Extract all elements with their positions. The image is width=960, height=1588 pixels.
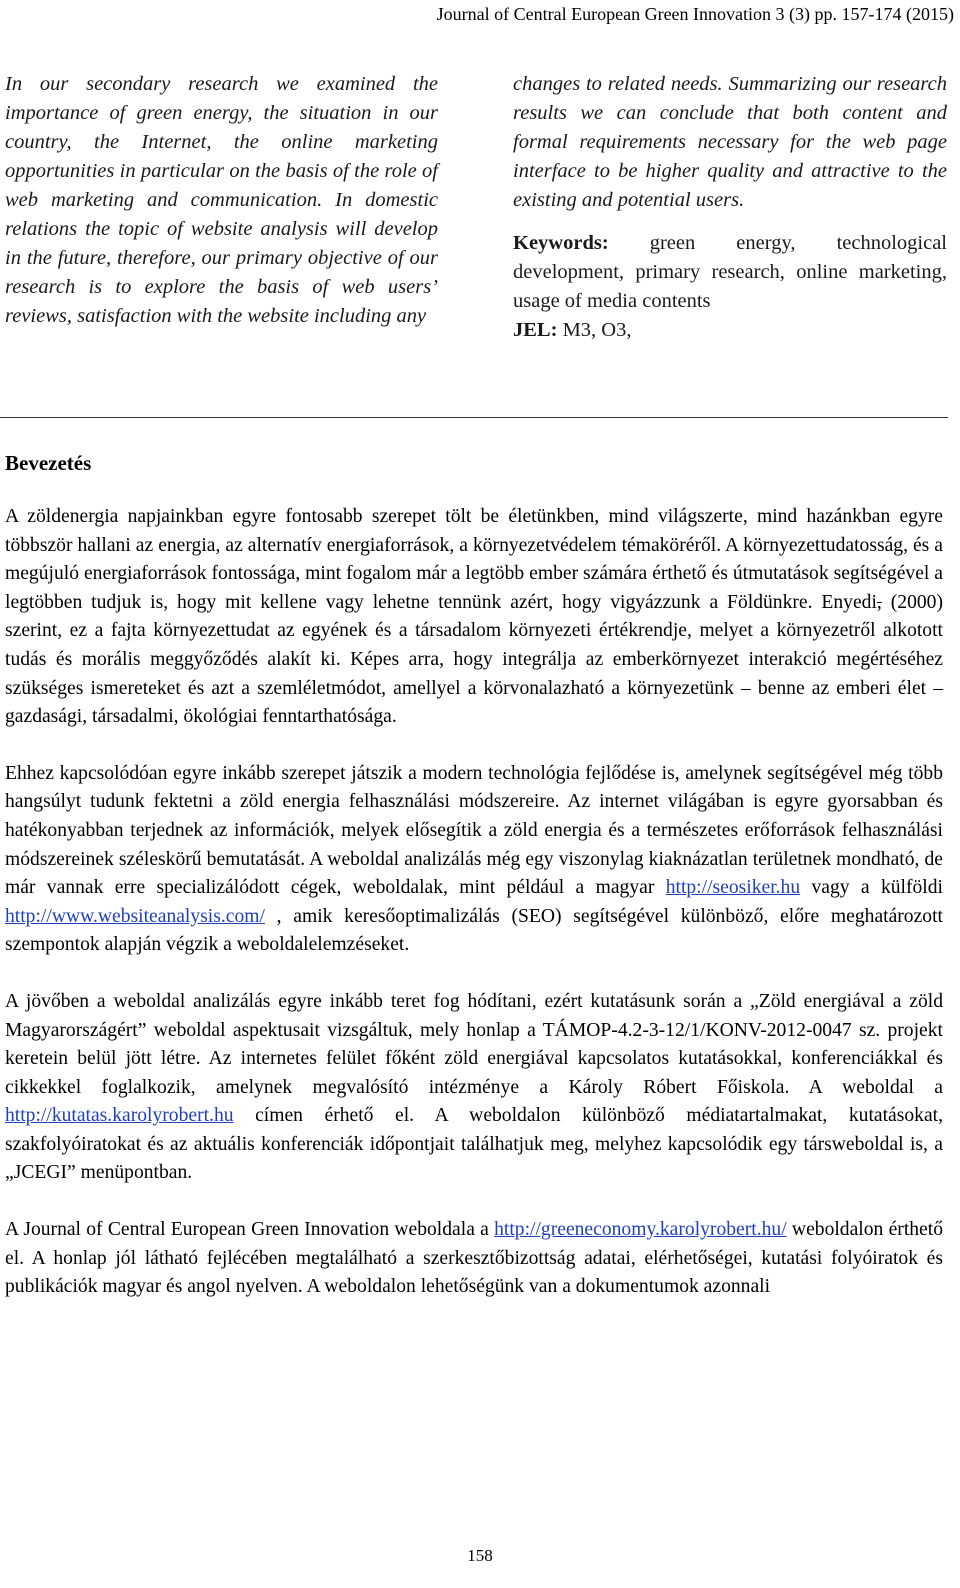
keywords-label: Keywords: bbox=[513, 232, 609, 254]
abstract-right-column bbox=[513, 70, 947, 345]
abstract-right-text: changes to related needs. Summarizing our research results we can conclude that both content and formal requirements necessary for the web page interface to be higher quality and attractive to the existing and potential users. bbox=[513, 73, 947, 211]
link-kutatas[interactable]: http://kutatas.karolyrobert.hu bbox=[5, 1105, 234, 1127]
abstract-left-column: In our secondary research we examined the importance of green energy, the situation in our country, the Internet, the online marketing opportunities in particular on the basis of the role of web marketing and communication. In domestic relations the topic of website analysis will develop in the future, therefore, our primary objective of our research is to explore the basis of web users’ reviews, satisfaction with the website including any bbox=[5, 73, 438, 327]
paragraph-3 bbox=[5, 988, 943, 1188]
paragraph-3-text-b: címen érhető el. A weboldalon különböző médiatartalmakat, kutatásokat, szakfolyóiratokat és az aktuális konferenciák időpontjait találhatjuk meg, melyhez kapcsolódik egy társweboldal is, a „JCEGI” menüpontban. bbox=[5, 1105, 943, 1184]
section-title: Bevezetés bbox=[5, 451, 92, 475]
paragraph-2-text-a: Ehhez kapcsolódóan egyre inkább szerepet játszik a modern technológia fejlődése is, amelynek segítségével még több hangsúlyt tudunk fektetni a zöld energia felhasználási módszereire. Az internet világában is egyre gyorsabban és hatékonyabban terjednek az információk, melyek elősegítik a zöld energia és a természetes erőforrások felhasználási módszereinek széleskörű bemutatását. A weboldal analizálás még egy viszonylag kiaknázatlan területnek mondható, de már vannak erre specializálódott cégek, weboldalak, mint például a magyar bbox=[5, 762, 943, 899]
keywords bbox=[513, 229, 947, 345]
paragraph-1-text-a: A zöldenergia napjainkban egyre fontosabb szerepet tölt be életünkben, mind világszerte, mind hazánkban egyre többször hallani az energia, az alternatív energiaforrások, a környezetvédelem témaköréről. A környezettudatosság, és a megújuló energiaforrások fontossága, mint fogalom már a legtöbb ember számára érthető és útmutatások segítségével a legtöbben tudjuk is, hogy mit kellene vagy lehetne tennünk azért, hogy vigyázzunk a Földünkre. Enyedi bbox=[5, 506, 943, 613]
paragraph-1-text-b: (2000) szerint, ez a fajta környezettudat az egyének és a társadalom környezeti értékrendje, melyet a környezetről alkotott tudás és morális meggyőződés alakít ki. Képes arra, hogy integrálja az emberkörnyezet interakció megértéséhez szükséges ismereteket és azt a szemléletmódot, amellyel a körvonalazható a környezetünk – benne az emberi élet – gazdasági, társadalmi, ökológiai fenntarthatósága. bbox=[5, 591, 943, 728]
horizontal-rule bbox=[0, 417, 948, 418]
link-greeneconomy[interactable]: http://greeneconomy.karolyrobert.hu/ bbox=[494, 1219, 787, 1241]
struck-comma: , bbox=[876, 591, 882, 613]
paragraph-1 bbox=[5, 503, 943, 732]
paragraph-3-text-a: A jövőben a weboldal analizálás egyre inkább teret fog hódítani, ezért kutatásunk során a „Zöld energiával a zöld Magyarországért” weboldal aspektusait vizsgáltuk, mely honlap a TÁMOP-4.2-3-12/1/KONV-2012-0047 sz. projekt keretein belül jött létre. Az internetes felület főként zöld energiával kapcsolatos kutatásokkal, konferenciákkal és cikkekkel foglalkozik, amelynek megvalósító intézménye a Károly Róbert Főiskola. A weboldal a bbox=[5, 990, 943, 1098]
paragraph-4-text-b: weboldalon érthető el. A honlap jól látható fejlécében megtalálható a szerkesztőbizottság adatai, elérhetőségei, kutatási folyóiratok és publikációk magyar és angol nyelven. A weboldalon lehetőségünk van a dokumentumok azonnali bbox=[5, 1219, 943, 1298]
journal-header: Journal of Central European Green Innovation 3 (3) pp. 157-174 (2015) bbox=[436, 4, 954, 24]
body-text bbox=[5, 503, 943, 1330]
paragraph-4 bbox=[5, 1216, 943, 1302]
paragraph-2-text-c: , amik keresőoptimalizálás (SEO) segítségével különböző, előre meghatározott szempontok alapján végzik a weboldalelemzéseket. bbox=[5, 905, 943, 956]
paragraph-2-text-b: vagy a külföldi bbox=[800, 877, 943, 899]
link-seosiker[interactable]: http://seosiker.hu bbox=[665, 877, 801, 899]
keywords-value: green energy, technological development, primary research, online marketing, usage of media contents bbox=[513, 232, 947, 312]
jel-label: JEL: bbox=[513, 319, 558, 341]
paragraph-4-text-a: A Journal of Central European Green Innovation weboldala a bbox=[5, 1219, 495, 1241]
page-number: 158 bbox=[467, 1546, 493, 1565]
link-websiteanalysis[interactable]: http://www.websiteanalysis.com/ bbox=[5, 905, 265, 927]
paragraph-2 bbox=[5, 760, 943, 960]
jel-value: M3, O3, bbox=[562, 319, 632, 341]
